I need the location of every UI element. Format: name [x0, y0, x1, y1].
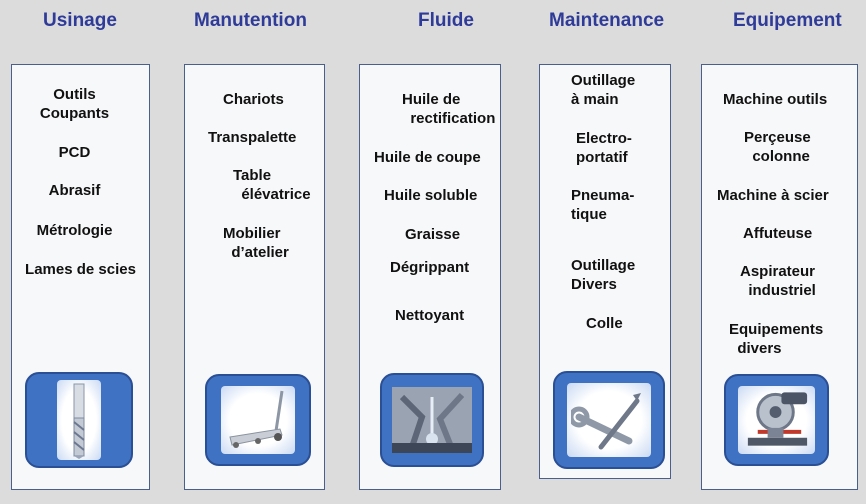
list-item: Dégrippant	[390, 259, 470, 276]
list-item: Outillage Divers	[571, 257, 636, 293]
list-item: PCD	[58, 144, 91, 161]
fluide-image-tile	[380, 373, 484, 467]
list-item: Chariots	[223, 91, 284, 108]
list-item: Perçeuse colonne	[744, 129, 811, 165]
list-item: Aspirateur industriel	[740, 263, 816, 299]
list-item: Huile de rectification	[402, 91, 496, 127]
list-item: Transpalette	[208, 129, 297, 146]
list-item: Graisse	[405, 226, 461, 243]
list-item: Table élévatrice	[233, 167, 311, 203]
maintenance-image-tile	[553, 371, 665, 469]
category-title-usinage: Usinage	[43, 10, 117, 31]
list-item: Outils Coupants	[39, 86, 110, 122]
list-item: Huile soluble	[384, 187, 478, 204]
equipement-image-tile	[724, 374, 829, 466]
pallet-jack-icon	[222, 387, 294, 453]
category-title-manutention: Manutention	[194, 10, 307, 31]
wrench-tools-icon	[571, 387, 647, 453]
usinage-image-tile	[25, 372, 133, 468]
list-item: Mobilier d’atelier	[223, 225, 289, 261]
list-item: Machine outils	[723, 91, 828, 108]
cut-off-saw-icon	[738, 386, 815, 454]
list-item: Affuteuse	[743, 225, 813, 242]
machining-fluid-icon	[392, 387, 472, 453]
manutention-image-tile	[205, 374, 311, 466]
list-item: Equipements divers	[729, 321, 824, 357]
list-item: Nettoyant	[395, 307, 465, 324]
list-item: Machine à scier	[717, 187, 829, 204]
category-title-maintenance: Maintenance	[549, 10, 665, 31]
category-title-fluide: Fluide	[418, 10, 474, 31]
list-item: Electro- portatif	[576, 130, 632, 166]
list-item: Pneuma- tique	[571, 187, 635, 223]
category-title-equipement: Equipement	[733, 10, 842, 31]
list-item: Outillage à main	[571, 72, 636, 108]
list-item: Métrologie	[36, 222, 113, 239]
list-item: Colle	[586, 315, 623, 332]
end-mill-icon	[59, 380, 99, 460]
list-item: Lames de scies	[25, 261, 136, 278]
list-item: Abrasif	[48, 182, 101, 199]
list-item: Huile de coupe	[374, 149, 481, 166]
